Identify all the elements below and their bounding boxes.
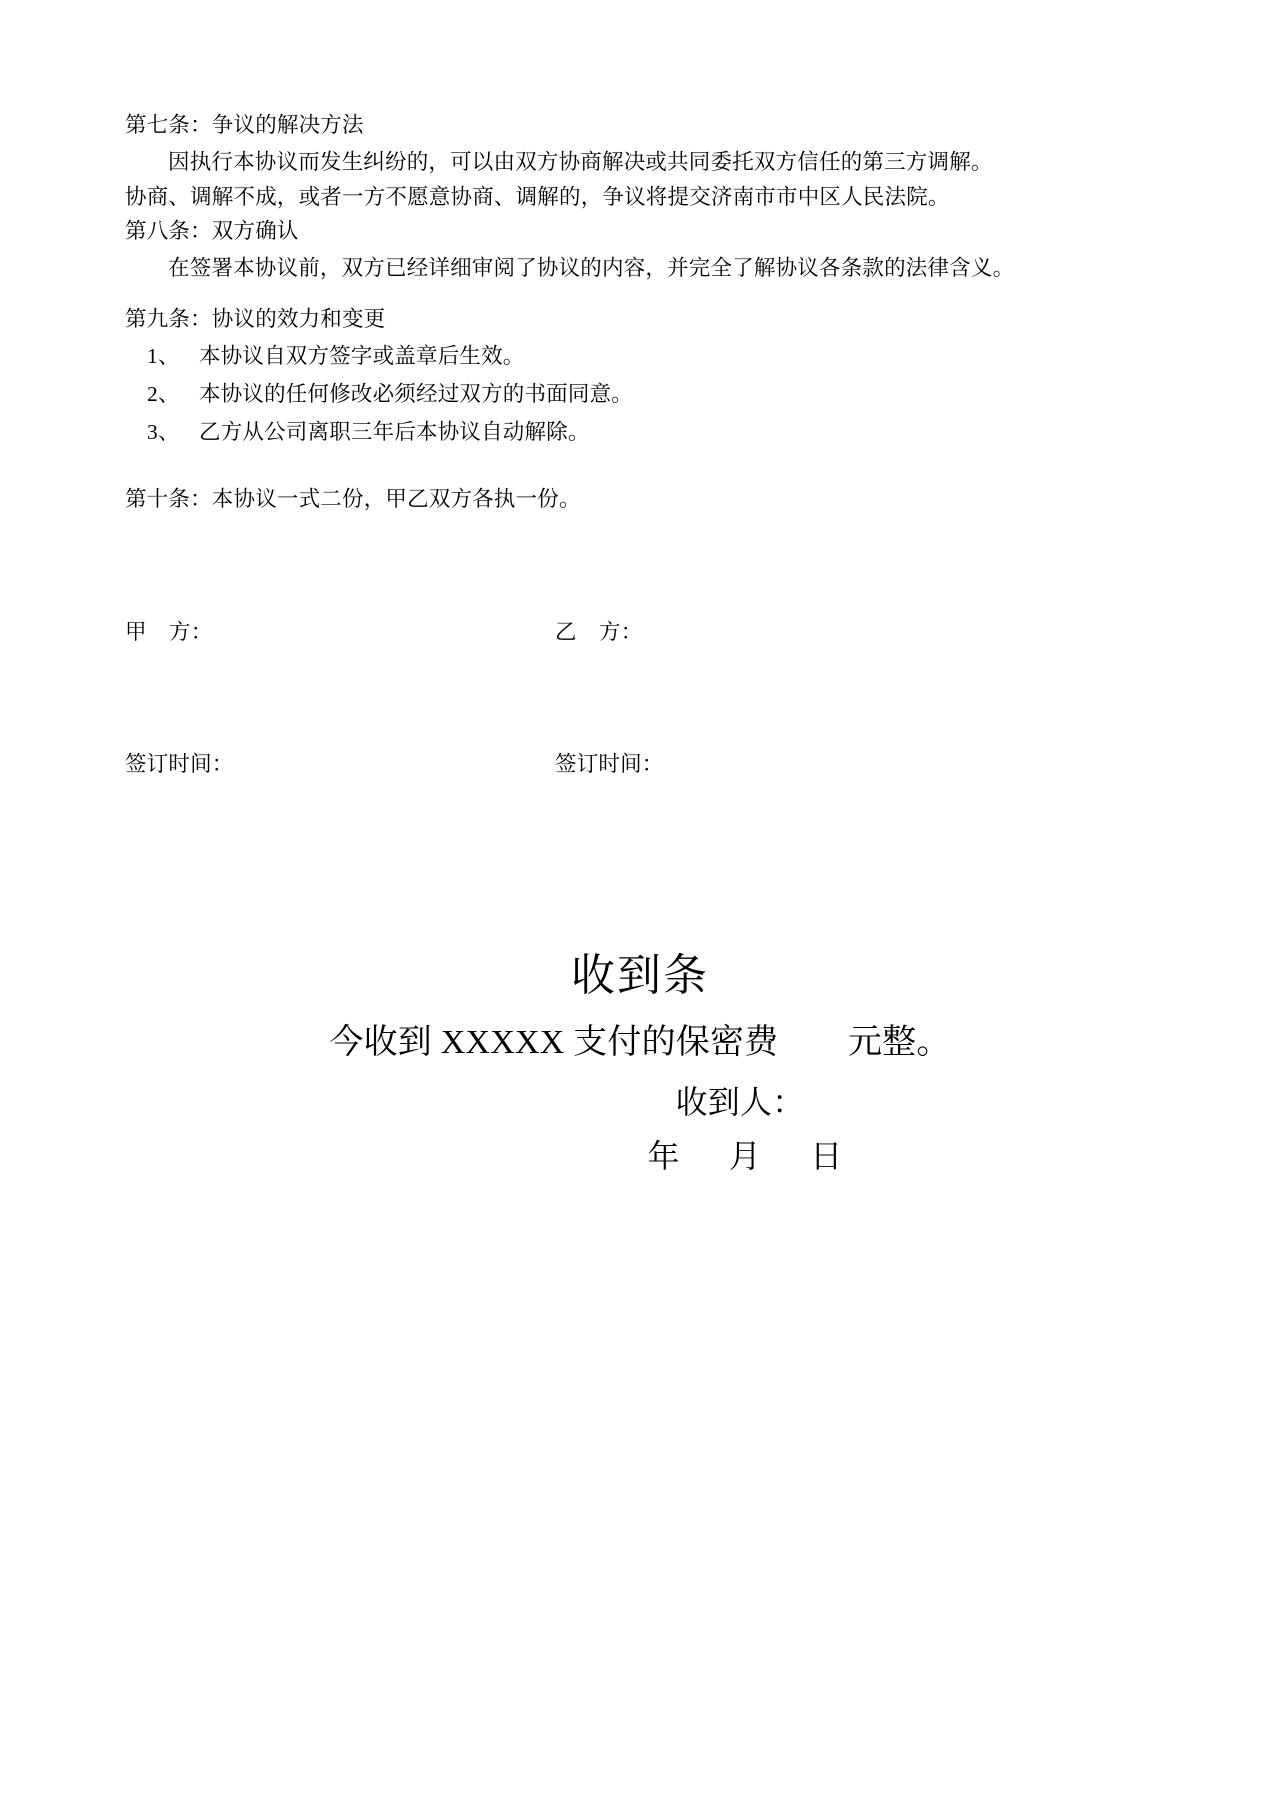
clause-7-paragraph: 因执行本协议而发生纠纷的，可以由双方协商解决或共同委托双方信任的第三方调解。 (168, 149, 993, 174)
list-item-marker: 2、 (147, 381, 180, 406)
list-item (125, 377, 1155, 412)
receipt-title: 收到条 (571, 951, 709, 1001)
receipt-date-line: 年 月 日 (647, 1137, 843, 1174)
party-b-signature-label: 乙 方： (555, 620, 643, 645)
receipt-signer-label: 收到人： (675, 1083, 805, 1120)
receipt-amount-line: 今收到 XXXXX 支付的保密费 元整。 (329, 1024, 951, 1062)
party-a-signature-label: 甲 方： (125, 620, 213, 645)
signature-block (125, 615, 1155, 655)
list-item-marker: 1、 (147, 343, 180, 368)
party-b-date-label: 签订时间： (555, 752, 664, 777)
list-item-text: 本协议自双方签字或盖章后生效。 (199, 343, 525, 368)
list-item (125, 415, 1155, 450)
document-body (125, 108, 1155, 1180)
list-item (125, 339, 1155, 374)
clause-9-list (125, 339, 1155, 449)
spacer (125, 286, 1155, 302)
clause-7-paragraph-continued: 协商、调解不成，或者一方不愿意协商、调解的，争议将提交济南市市中区人民法院。 (125, 184, 950, 209)
list-item-text: 本协议的任何修改必须经过双方的书面同意。 (199, 381, 634, 406)
clause-10-title: 第十条：本协议一式二份，甲乙双方各执一份。 (125, 487, 581, 512)
receipt-section (125, 947, 1155, 1179)
clause-7-title: 第七条：争议的解决方法 (125, 113, 364, 137)
clause-9-title: 第九条：协议的效力和变更 (125, 307, 386, 332)
clause-8-title: 第八条：双方确认 (125, 219, 299, 244)
list-item-text: 乙方从公司离职三年后本协议自动解除。 (199, 419, 590, 444)
party-a-date-label: 签订时间： (125, 752, 234, 777)
spacer (125, 452, 1155, 482)
list-item-marker: 3、 (147, 419, 180, 444)
clause-8-paragraph: 在签署本协议前，双方已经详细审阅了协议的内容，并完全了解协议各条款的法律含义。 (168, 256, 1015, 281)
signing-date-block (125, 747, 1155, 787)
